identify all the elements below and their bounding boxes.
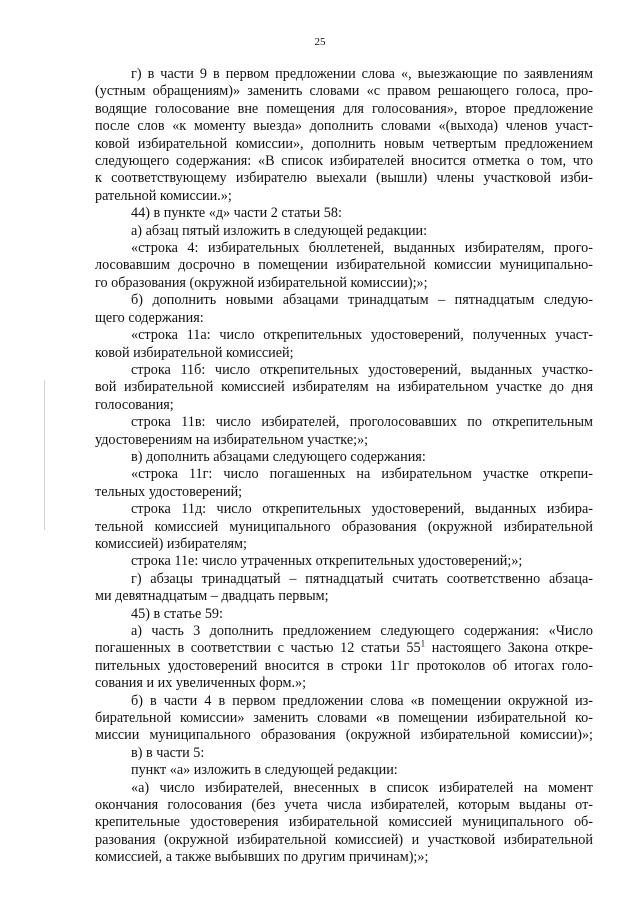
text-line xyxy=(95,832,593,849)
text-line xyxy=(95,240,593,257)
text-line-main: к соответствующему избирателю выехали (вышли) члены участковой изби- xyxy=(95,170,593,187)
text-line xyxy=(95,658,593,675)
text-line xyxy=(95,310,593,327)
text-line xyxy=(95,345,593,362)
text-line-main: миссии муниципального образования (окружной избирательной комиссии)»; xyxy=(95,727,593,744)
text-line-main: строка 11е: число утраченных открепительных удостоверений;»; xyxy=(131,553,523,570)
text-line-main: ковой избирательной комиссии», дополнить новым четвертым предложением xyxy=(95,135,593,152)
text-line-main: а) часть 3 дополнить предложением следующего содержания: «Число xyxy=(131,623,593,639)
text-line xyxy=(95,536,593,553)
text-line-main: в) дополнить абзацами следующего содержания: xyxy=(131,448,426,465)
text-line xyxy=(95,623,593,640)
text-line-main: строка 11в: число избирателей, проголосовавших по открепительным xyxy=(131,414,593,431)
text-line-main: после слов «к моменту выезда» дополнить словами «(выхода) членов участ- xyxy=(95,118,593,135)
text-line-main: пункт «а» изложить в следующей редакции: xyxy=(131,762,398,779)
superscript: 1 xyxy=(420,638,426,649)
text-line xyxy=(95,675,593,692)
text-line xyxy=(95,432,593,449)
text-line xyxy=(95,780,593,797)
text-line-main: бирательной комиссии» заменить словами «в помещении избирательной ко- xyxy=(95,710,593,727)
text-line xyxy=(95,118,593,135)
text-line xyxy=(95,101,593,118)
text-line xyxy=(95,693,593,710)
text-line-main: погашенных в соответствии с частью 12 статьи 55 xyxy=(95,640,421,657)
text-line-main: «строка 11г: число погашенных на избирательном участке открепи- xyxy=(131,466,593,483)
text-line xyxy=(95,292,593,309)
text-line-main: г) абзацы тринадцатый – пятнадцатый считать соответственно абзаца- xyxy=(131,570,593,587)
text-line-main: 44) в пункте «д» части 2 статьи 58: xyxy=(131,205,342,222)
text-line xyxy=(95,745,593,762)
text-line-main: следующего содержания: «В список избирателей вносится отметка о том, что xyxy=(95,153,593,170)
text-line xyxy=(95,519,593,536)
text-line xyxy=(95,327,593,344)
text-line-main: строка 11б: число открепительных удостоверений, выданных участко- xyxy=(131,361,593,378)
scan-margin-line xyxy=(44,380,45,530)
text-line-main: тельной комиссией муниципального образования (окружной избирательной xyxy=(95,518,593,535)
text-line-main: разования (окружной избирательной комиссией) и участковой избирательной xyxy=(95,831,593,848)
text-line xyxy=(95,571,593,588)
text-line xyxy=(95,66,593,83)
text-line xyxy=(95,414,593,431)
text-line xyxy=(95,257,593,274)
text-line-main: б) дополнить новыми абзацами тринадцатым – пятнадцатым следую- xyxy=(131,292,593,309)
text-line-main: пительных удостоверений вносится в строки 11г протоколов об итогах голо- xyxy=(95,657,593,674)
text-line xyxy=(95,484,593,501)
text-line-main: окончания голосования (без учета числа избирателей, которым выданы от- xyxy=(95,797,593,814)
text-line-main: лосовавшим досрочно в помещении избирательной комиссии муниципально- xyxy=(95,257,593,274)
body-text xyxy=(95,66,593,867)
text-line xyxy=(95,153,593,170)
text-line-main: «строка 11а: число открепительных удостоверений, полученных участ- xyxy=(131,327,593,344)
text-line xyxy=(95,275,593,292)
text-line-main: тельных удостоверений; xyxy=(95,483,243,500)
text-line-main: удостоверениям на избирательном участке;»; xyxy=(95,431,369,448)
text-line xyxy=(95,849,593,866)
text-line xyxy=(95,83,593,100)
text-line xyxy=(95,762,593,779)
text-line xyxy=(95,466,593,483)
text-line xyxy=(95,223,593,240)
text-line-main: строка 11д: число открепительных удостоверений, выданных избира- xyxy=(131,501,593,518)
text-line-main: вой избирательной комиссией избирателям на избирательном участке до дня xyxy=(95,379,593,396)
text-line xyxy=(95,640,593,657)
text-line xyxy=(95,727,593,744)
page-number: 25 xyxy=(314,36,326,48)
text-line-main: ковой избирательной комиссией; xyxy=(95,344,294,361)
text-line xyxy=(95,588,593,605)
text-line-main: голосования; xyxy=(95,396,174,413)
text-line-main: ми девятнадцатым – двадцать первым; xyxy=(95,588,329,605)
text-line xyxy=(95,136,593,153)
text-line-main: б) в части 4 в первом предложении слова «в помещении окружной из- xyxy=(131,692,593,709)
text-line xyxy=(95,449,593,466)
text-line-main: (устным обращениям)» заменить словами «с правом решающего голоса, про- xyxy=(95,83,593,100)
text-line xyxy=(95,606,593,623)
text-line xyxy=(95,379,593,396)
text-line-main: комиссией) избирателям; xyxy=(95,535,247,552)
text-line-continuation: настоящего Закона откре- xyxy=(425,640,593,657)
text-line-main: крепительные удостоверения избирательной комиссией муниципального об- xyxy=(95,814,593,831)
text-line-main: в) в части 5: xyxy=(131,744,205,761)
text-line xyxy=(95,710,593,727)
text-line xyxy=(95,501,593,518)
text-line-main: 45) в статье 59: xyxy=(131,605,223,622)
text-line xyxy=(95,553,593,570)
text-line-main: го образования (окружной избирательной комиссии);»; xyxy=(95,274,428,291)
text-line-main: «строка 4: избирательных бюллетеней, выданных избирателям, прого- xyxy=(131,240,593,257)
text-line-main: «а) число избирателей, внесенных в список избирателей на момент xyxy=(131,779,593,796)
text-line xyxy=(95,362,593,379)
text-line-main: щего содержания: xyxy=(95,309,204,326)
text-line-main: водящие голосование вне помещения для голосования», второе предложение xyxy=(95,100,593,117)
text-line xyxy=(95,170,593,187)
text-line xyxy=(95,797,593,814)
text-line-main: комиссией, а также выбывших по другим причинам);»; xyxy=(95,849,429,866)
text-line xyxy=(95,814,593,831)
text-line-main: сования и их увеличенных форм.»; xyxy=(95,675,307,692)
text-line xyxy=(95,397,593,414)
text-line-main: а) абзац пятый изложить в следующей редакции: xyxy=(131,222,428,239)
text-line xyxy=(95,188,593,205)
text-line xyxy=(95,205,593,222)
text-line-main: г) в части 9 в первом предложении слова «, выезжающие по заявлениям xyxy=(131,66,593,82)
text-line-main: рательной комиссии.»; xyxy=(95,187,232,204)
